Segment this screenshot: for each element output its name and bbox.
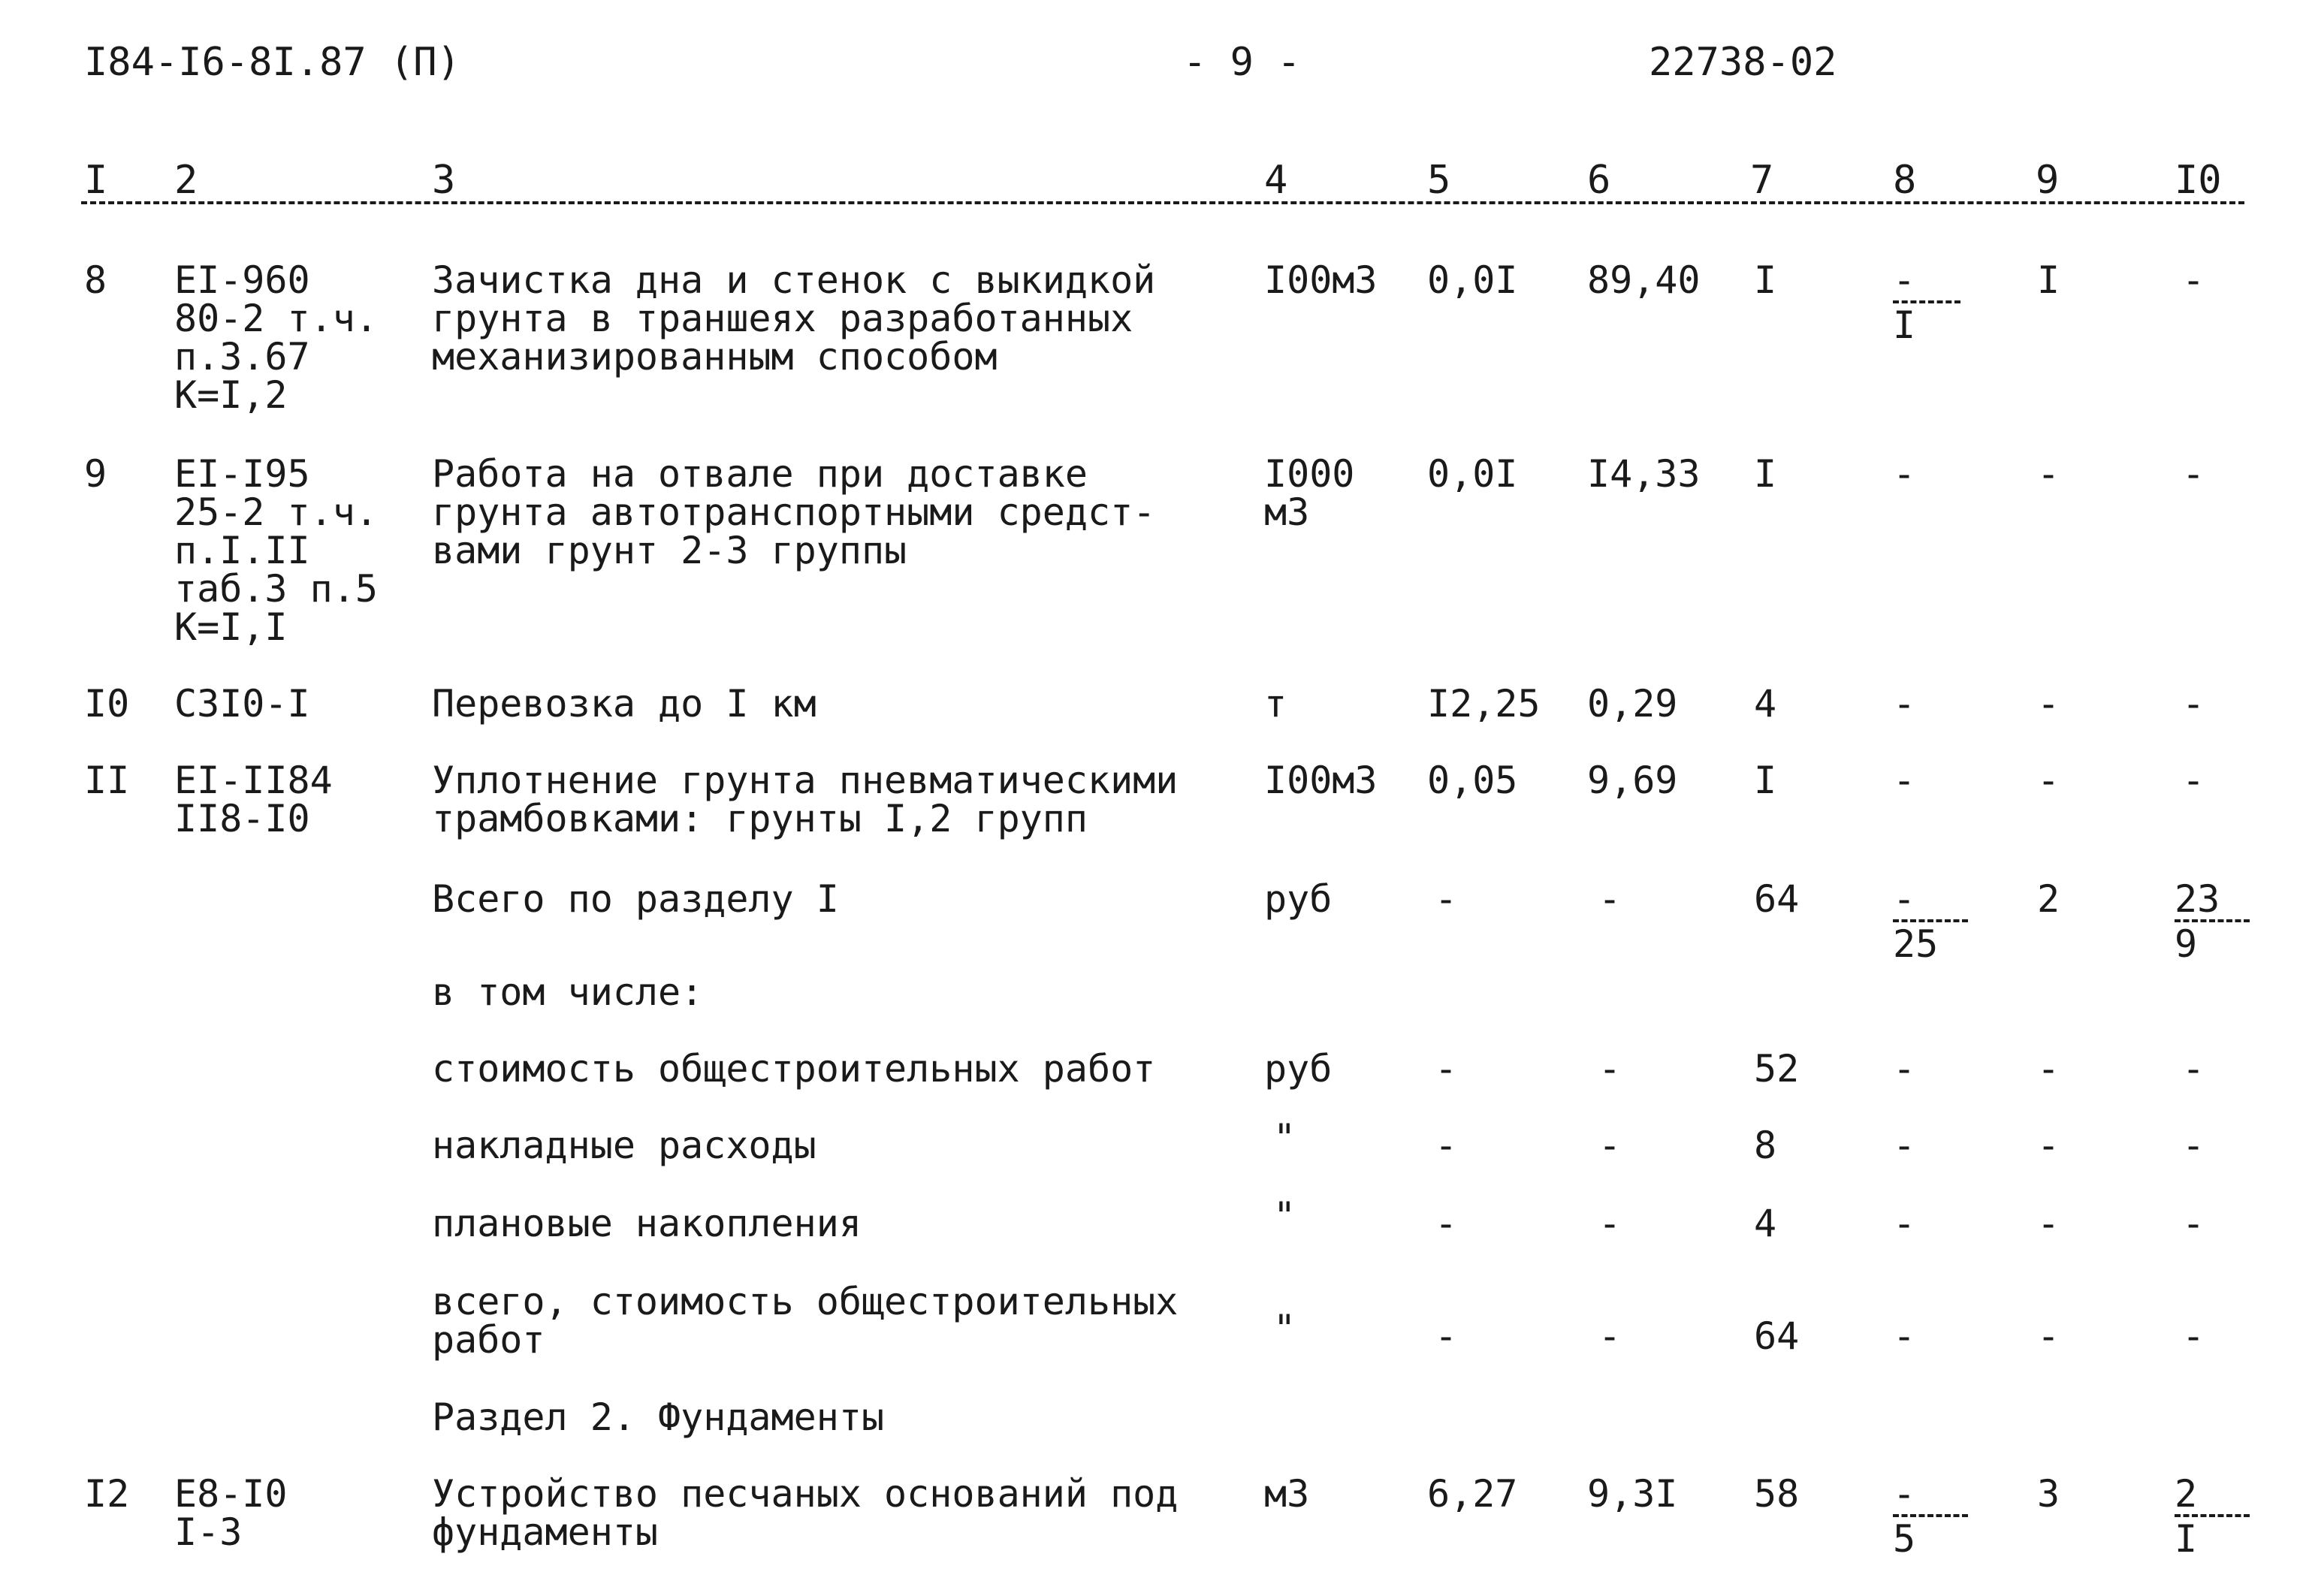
fraction-denominator: I: [2175, 1517, 2198, 1561]
description-line: всего, стоимость общестроительных: [432, 1280, 1179, 1323]
description-line: механизированным способом: [432, 335, 998, 379]
column-number-2: 2: [174, 158, 198, 203]
fraction-numerator: -: [1893, 877, 1916, 921]
code-line: EI-960: [174, 258, 310, 302]
unit-cell: т: [1264, 682, 1287, 726]
row-number: I2: [84, 1472, 130, 1516]
code-line: 25-2 т.ч.: [174, 490, 378, 534]
quantity-cell: 6,27: [1427, 1472, 1518, 1516]
page-number: - 9 -: [1183, 40, 1301, 85]
unit-cell: I00м3: [1264, 759, 1378, 802]
column-10-cell: -: [2182, 258, 2205, 302]
fraction-cell: [1893, 1472, 1968, 1573]
column-9-cell: I: [2037, 258, 2060, 302]
description-line: Работа на отвале при доставке: [432, 452, 1088, 496]
fraction-cell: [1893, 877, 1968, 978]
document-code: I84-I6-8I.87 (П): [84, 40, 460, 85]
header-dashed-rule: [81, 201, 2244, 204]
code-line: 80-2 т.ч.: [174, 297, 378, 340]
column-8-cell: -: [1893, 1124, 1916, 1167]
column-9-cell: -: [2037, 759, 2060, 802]
quantity-cell: -: [1435, 1202, 1458, 1245]
column-9-cell: -: [2037, 1124, 2060, 1167]
code-line: К=I,2: [174, 373, 288, 417]
unit-cell: м3: [1264, 490, 1310, 534]
total-cell: I: [1754, 452, 1777, 496]
fraction-numerator: 2: [2175, 1472, 2198, 1516]
fraction-denominator: I: [1893, 303, 1916, 347]
description-line: грунта автотранспортными средст-: [432, 490, 1156, 534]
section-heading: Раздел 2. Фундаменты: [432, 1395, 885, 1439]
code-line: I-3: [174, 1510, 243, 1554]
column-9-cell: 3: [2037, 1472, 2060, 1516]
fraction-numerator: -: [1893, 1472, 1916, 1516]
column-number-3: 3: [432, 158, 456, 203]
quantity-cell: -: [1435, 877, 1458, 921]
unit-price-cell: -: [1598, 1314, 1622, 1358]
total-cell: 58: [1754, 1472, 1800, 1516]
total-cell: 8: [1754, 1124, 1777, 1167]
column-9-cell: -: [2037, 1047, 2060, 1091]
column-9-cell: -: [2037, 682, 2060, 726]
column-8-cell: -: [1893, 1314, 1916, 1358]
unit-price-cell: -: [1598, 1202, 1622, 1245]
fraction-cell: [2175, 877, 2250, 978]
unit-cell: ": [1273, 1116, 1296, 1160]
quantity-cell: I2,25: [1427, 682, 1541, 726]
column-10-cell: -: [2182, 759, 2205, 802]
column-9-cell: -: [2037, 1202, 2060, 1245]
total-cell: 4: [1754, 682, 1777, 726]
fraction-denominator: 5: [1893, 1517, 1916, 1561]
column-8-cell: -: [1893, 759, 1916, 802]
description-line: фундаменты: [432, 1510, 659, 1554]
description-line: Зачистка дна и стенок с выкидкой: [432, 258, 1156, 302]
total-cell: 52: [1754, 1047, 1800, 1091]
quantity-cell: 0,05: [1427, 759, 1518, 802]
unit-price-cell: -: [1598, 877, 1622, 921]
fraction-cell: [1893, 258, 1960, 359]
column-8-cell: -: [1893, 682, 1916, 726]
total-cell: I: [1754, 258, 1777, 302]
unit-price-cell: 9,3I: [1587, 1472, 1678, 1516]
column-9-cell: 2: [2037, 877, 2060, 921]
description-line: Всего по разделу I: [432, 877, 839, 921]
code-line: п.I.II: [174, 529, 310, 572]
column-10-cell: -: [2182, 1202, 2205, 1245]
unit-price-cell: -: [1598, 1124, 1622, 1167]
code-line: E8-I0: [174, 1472, 288, 1516]
quantity-cell: -: [1435, 1314, 1458, 1358]
column-9-cell: -: [2037, 452, 2060, 496]
column-10-cell: -: [2182, 682, 2205, 726]
fraction-denominator: 9: [2175, 922, 2198, 966]
column-number-5: 5: [1427, 158, 1451, 203]
unit-cell: ": [1273, 1307, 1296, 1350]
row-number: 9: [84, 452, 107, 496]
code-line: C3I0-I: [174, 682, 310, 726]
code-line: таб.3 п.5: [174, 567, 378, 611]
fraction-numerator: -: [1893, 258, 1916, 302]
column-number-10: I0: [2175, 158, 2222, 203]
row-number: 8: [84, 258, 107, 302]
description-line: накладные расходы: [432, 1124, 816, 1167]
description-line: вами грунт 2-3 группы: [432, 529, 907, 572]
unit-price-cell: -: [1598, 1047, 1622, 1091]
column-10-cell: -: [2182, 1314, 2205, 1358]
code-line: EI-II84: [174, 759, 333, 802]
column-10-cell: -: [2182, 1124, 2205, 1167]
unit-cell: ": [1273, 1194, 1296, 1238]
row-number: I0: [84, 682, 130, 726]
unit-cell: руб: [1264, 1047, 1333, 1091]
unit-price-cell: 89,40: [1587, 258, 1701, 302]
quantity-cell: 0,0I: [1427, 452, 1518, 496]
column-number-4: 4: [1264, 158, 1288, 203]
code-line: II8-I0: [174, 797, 310, 840]
total-cell: 64: [1754, 1314, 1800, 1358]
total-cell: 4: [1754, 1202, 1777, 1245]
fraction-denominator: 25: [1893, 922, 1939, 966]
unit-price-cell: I4,33: [1587, 452, 1701, 496]
code-line: EI-I95: [174, 452, 310, 496]
total-cell: 64: [1754, 877, 1800, 921]
column-number-6: 6: [1587, 158, 1611, 203]
column-9-cell: -: [2037, 1314, 2060, 1358]
column-10-cell: -: [2182, 452, 2205, 496]
code-line: п.3.67: [174, 335, 310, 379]
quantity-cell: 0,0I: [1427, 258, 1518, 302]
column-number-8: 8: [1893, 158, 1917, 203]
row-number: II: [84, 759, 130, 802]
description-line: Перевозка до I км: [432, 682, 816, 726]
column-8-cell: -: [1893, 452, 1916, 496]
unit-price-cell: 0,29: [1587, 682, 1678, 726]
description-line: стоимость общестроительных работ: [432, 1047, 1156, 1091]
description-line: грунта в траншеях разработанных: [432, 297, 1133, 340]
quantity-cell: -: [1435, 1047, 1458, 1091]
fraction-cell: [2175, 1472, 2250, 1573]
quantity-cell: -: [1435, 1124, 1458, 1167]
column-number-1: I: [84, 158, 108, 203]
unit-cell: м3: [1264, 1472, 1310, 1516]
column-10-cell: -: [2182, 1047, 2205, 1091]
unit-cell: I000: [1264, 452, 1355, 496]
total-cell: I: [1754, 759, 1777, 802]
code-line: К=I,I: [174, 605, 288, 649]
unit-cell: I00м3: [1264, 258, 1378, 302]
description-line: работ: [432, 1318, 545, 1362]
column-number-7: 7: [1750, 158, 1774, 203]
including-label: в том числе:: [432, 970, 704, 1014]
column-number-9: 9: [2036, 158, 2060, 203]
archive-number: 22738-02: [1649, 40, 1837, 85]
column-8-cell: -: [1893, 1202, 1916, 1245]
description-line: трамбовками: грунты I,2 групп: [432, 797, 1088, 840]
column-8-cell: -: [1893, 1047, 1916, 1091]
description-line: Устройство песчаных оснований под: [432, 1472, 1179, 1516]
unit-price-cell: 9,69: [1587, 759, 1678, 802]
description-line: Уплотнение грунта пневматическими: [432, 759, 1179, 802]
fraction-numerator: 23: [2175, 877, 2220, 921]
description-line: плановые накопления: [432, 1202, 862, 1245]
unit-cell: руб: [1264, 877, 1333, 921]
